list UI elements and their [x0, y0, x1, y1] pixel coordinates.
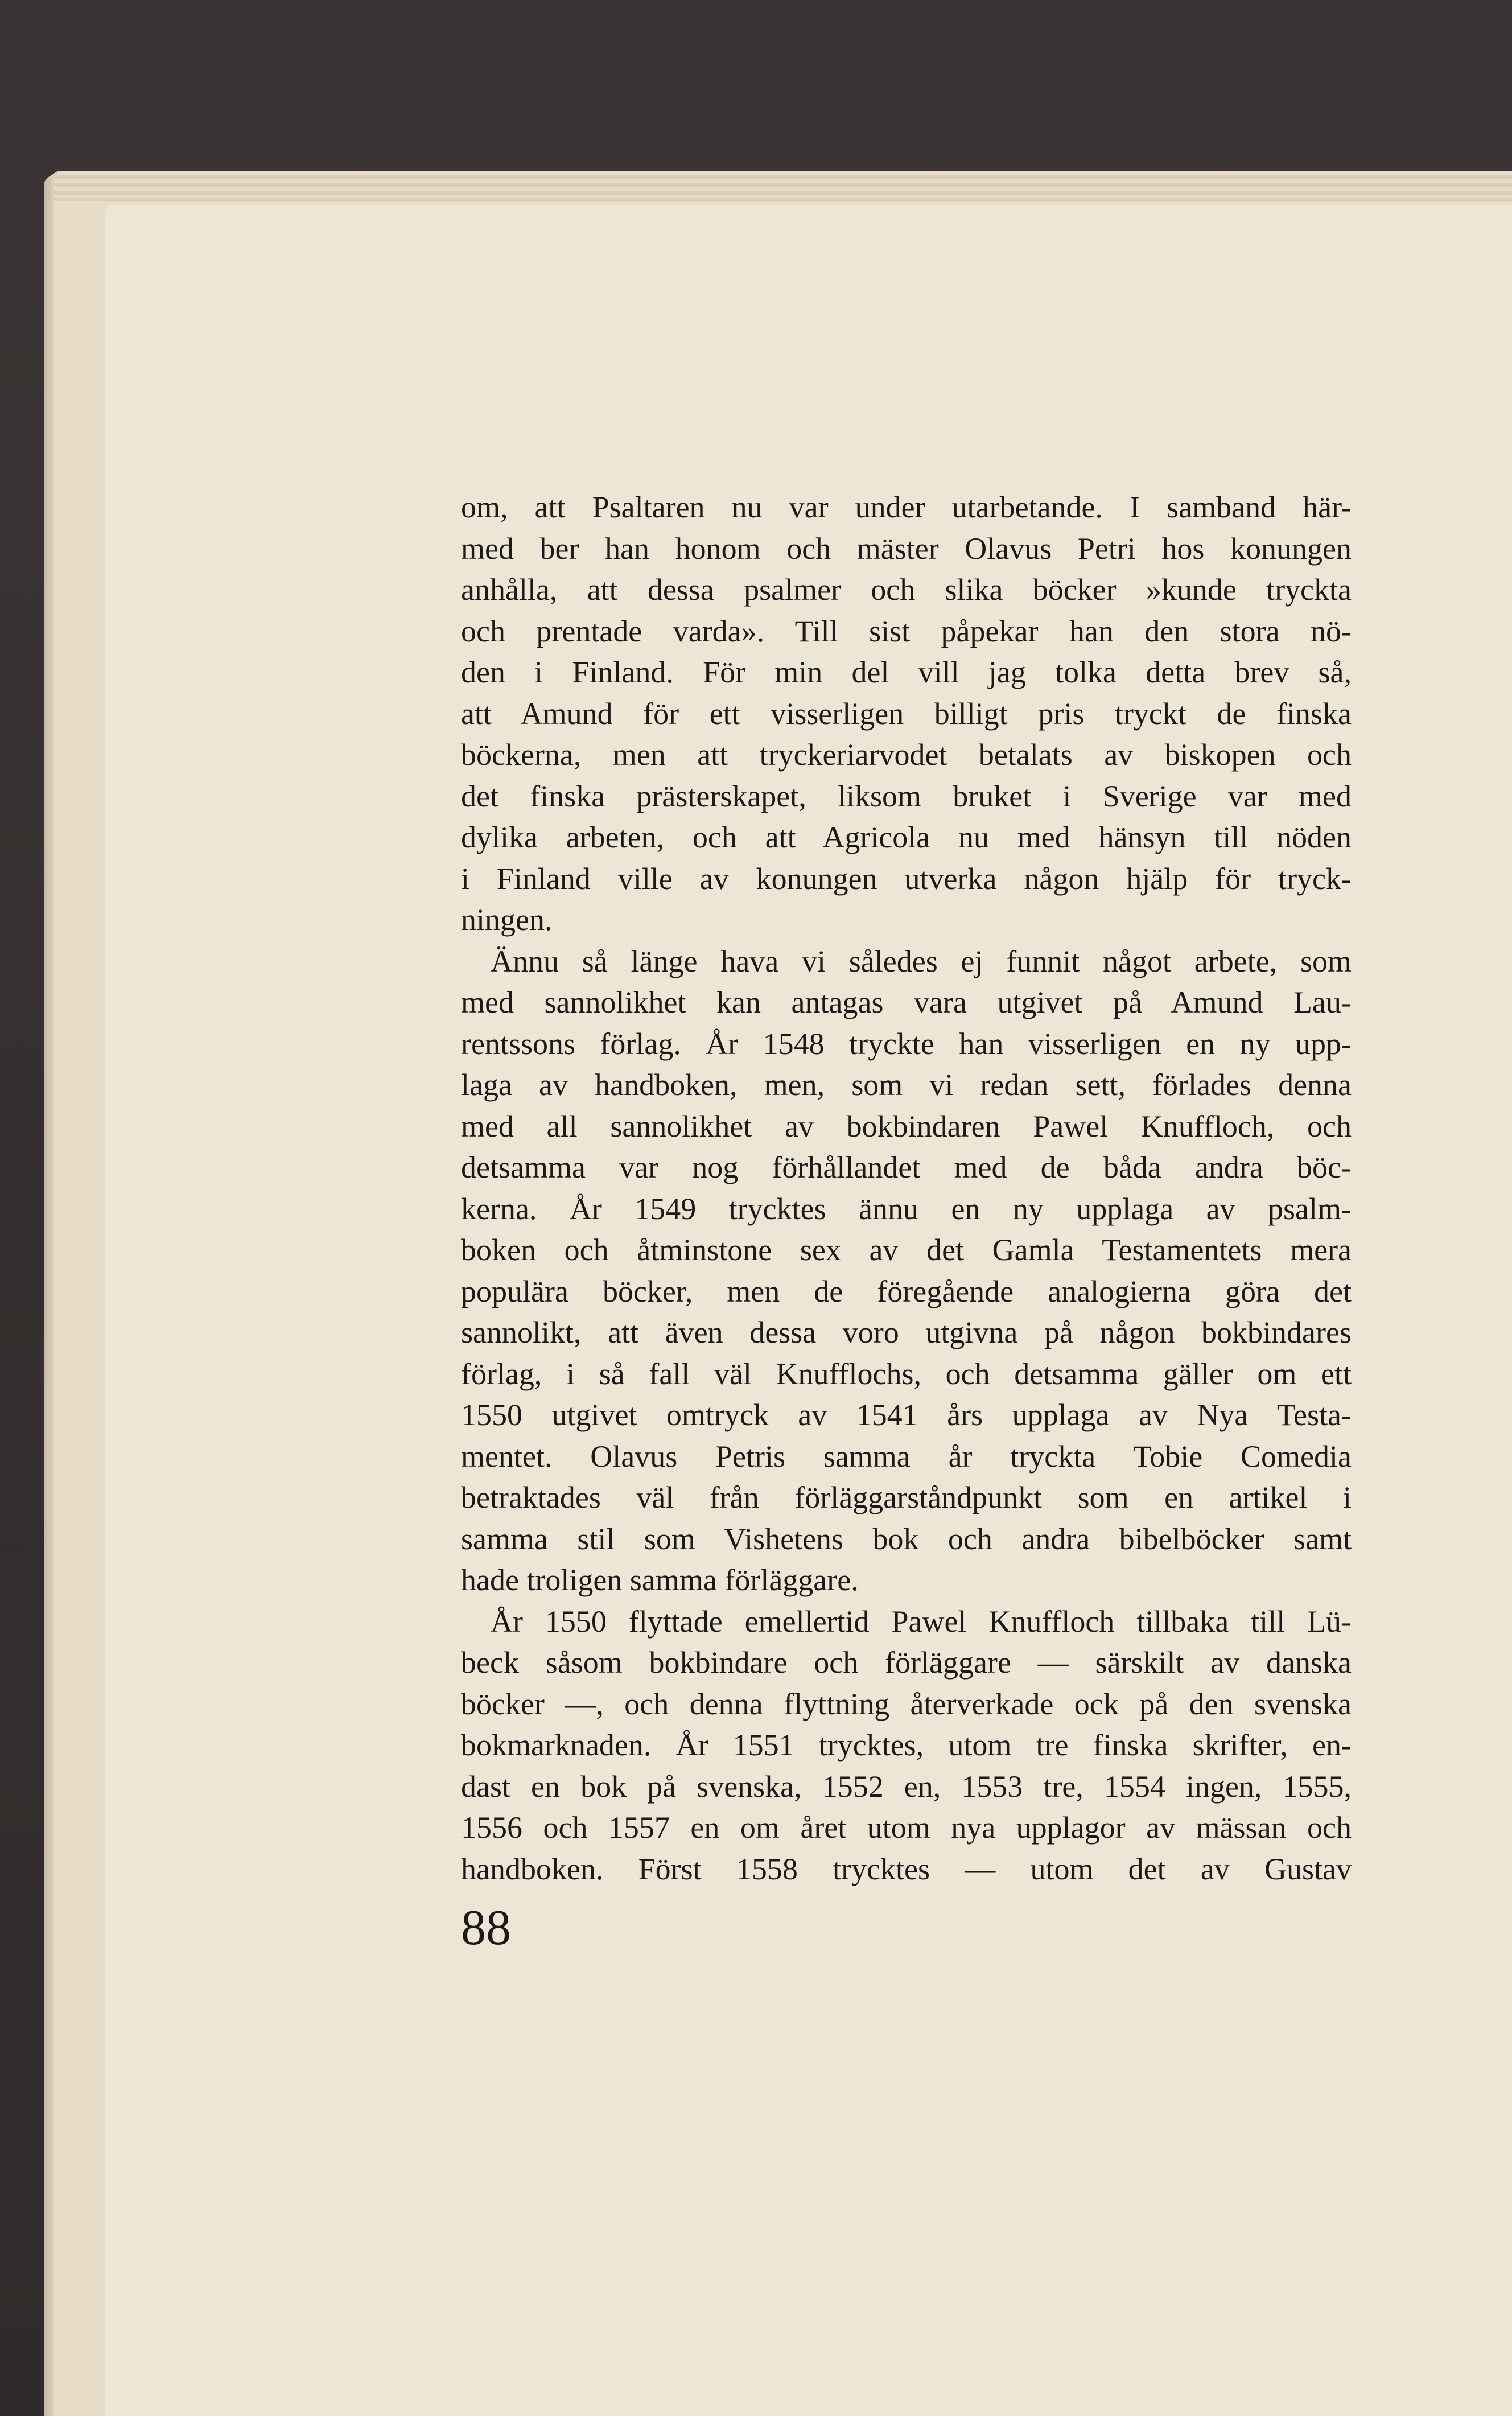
- text-line: att Amund för ett visserligen billigt pris tryckt de finska: [461, 696, 1352, 731]
- page-edge: [54, 198, 1512, 201]
- text-line: populära böcker, men de föregående analogierna göra det: [461, 1274, 1352, 1308]
- page-edge: [54, 183, 1512, 187]
- text-line: boken och åtminstone sex av det Gamla Testamentets mera: [461, 1233, 1352, 1267]
- page-edge: [54, 175, 1512, 179]
- paragraph-start-line: Ännu så länge hava vi således ej funnit något arbete, som: [491, 944, 1352, 978]
- text-line: samma stil som Vishetens bok och andra bibelböcker samt: [461, 1521, 1352, 1556]
- page-edge: [54, 191, 1512, 195]
- text-line: med sannolikhet kan antagas vara utgivet på Amund Lau-: [461, 985, 1352, 1019]
- text-line: den i Finland. För min del vill jag tolka detta brev så,: [461, 655, 1352, 689]
- text-line: mentet. Olavus Petris samma år tryckta Tobie Comedia: [461, 1439, 1352, 1474]
- text-line: kerna. År 1549 trycktes ännu en ny upplaga av psalm-: [461, 1191, 1352, 1226]
- text-line: detsamma var nog förhållandet med de båda andra böc-: [461, 1150, 1352, 1184]
- text-line: böckerna, men att tryckeriarvodet betalats av biskopen och: [461, 738, 1352, 772]
- paragraph-start-line: År 1550 flyttade emellertid Pawel Knuffloch tillbaka till Lü-: [491, 1604, 1352, 1639]
- text-line: bokmarknaden. År 1551 trycktes, utom tre finska skrifter, en-: [461, 1728, 1352, 1762]
- text-line: förlag, i så fall väl Knufflochs, och detsamma gäller om ett: [461, 1356, 1352, 1391]
- body-text: [461, 487, 1352, 1921]
- text-line: anhålla, att dessa psalmer och slika böcker »kunde tryckta: [461, 573, 1352, 607]
- text-line: om, att Psaltaren nu var under utarbetande. I samband här-: [461, 490, 1352, 524]
- text-line: betraktades väl från förläggarståndpunkt som en artikel i: [461, 1480, 1352, 1514]
- text-line: 1556 och 1557 en om året utom nya upplagor av mässan och: [461, 1810, 1352, 1845]
- text-line: och prentade varda». Till sist påpekar han den stora nö-: [461, 614, 1352, 648]
- text-line: ningen.: [461, 903, 553, 937]
- text-line: hade troligen samma förläggare.: [461, 1563, 859, 1597]
- text-line: böcker —, och denna flyttning återverkade ock på den svenska: [461, 1686, 1352, 1721]
- text-line: sannolikt, att även dessa voro utgivna på någon bokbindares: [461, 1315, 1352, 1349]
- text-line: beck såsom bokbindare och förläggare — särskilt av danska: [461, 1645, 1352, 1680]
- text-line: rentssons förlag. År 1548 tryckte han visserligen en ny upp-: [461, 1026, 1352, 1061]
- text-line: 1550 utgivet omtryck av 1541 års upplaga av Nya Testa-: [461, 1398, 1352, 1432]
- text-line: handboken. Först 1558 trycktes — utom det av Gustav: [461, 1851, 1352, 1886]
- page-number: 88: [461, 1900, 511, 1956]
- text-line: det finska prästerskapet, liksom bruket i Sverige var med: [461, 779, 1352, 813]
- text-line: dylika arbeten, och att Agricola nu med hänsyn till nöden: [461, 820, 1352, 854]
- text-line: med all sannolikhet av bokbindaren Pawel Knuffloch, och: [461, 1109, 1352, 1143]
- text-line: i Finland ville av konungen utverka någon hjälp för tryck-: [461, 861, 1352, 896]
- text-line: laga av handboken, men, som vi redan sett, förlades denna: [461, 1068, 1352, 1102]
- text-line: dast en bok på svenska, 1552 en, 1553 tre, 1554 ingen, 1555,: [461, 1769, 1352, 1804]
- text-line: med ber han honom och mäster Olavus Petri hos konungen: [461, 531, 1352, 566]
